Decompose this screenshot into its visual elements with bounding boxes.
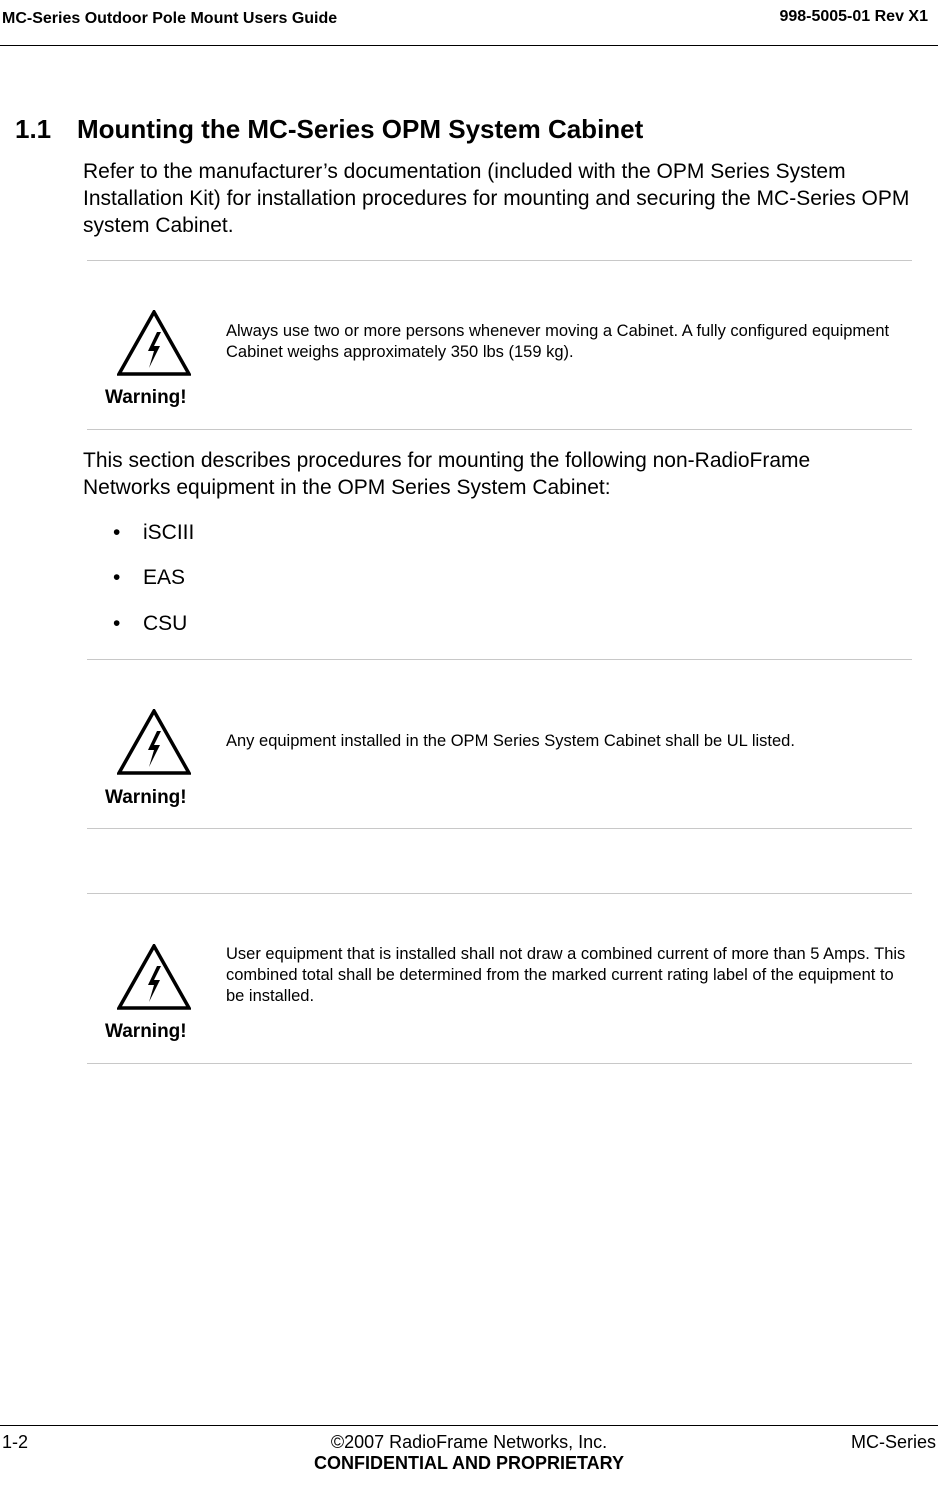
warning-3-bottom-rule <box>87 1063 912 1064</box>
warning-1-label: Warning! <box>105 387 187 408</box>
warning-1-bottom-rule <box>87 429 912 430</box>
warning-2-label: Warning! <box>105 787 187 808</box>
warning-2-bottom-rule <box>87 828 912 829</box>
warning-3-label: Warning! <box>105 1021 187 1042</box>
list-item <box>113 566 185 590</box>
section-title: Mounting the MC-Series OPM System Cabinet <box>77 114 644 144</box>
confidential-notice: CONFIDENTIAL AND PROPRIETARY <box>313 1453 624 1473</box>
electrical-hazard-icon <box>117 944 191 1010</box>
list-item-text: EAS <box>143 566 186 589</box>
copyright-notice: ©2007 RadioFrame Networks, Inc. <box>330 1432 608 1452</box>
header-divider <box>0 45 938 46</box>
warning-2-text: Any equipment installed in the OPM Series System Cabinet shall be UL listed. <box>226 732 795 750</box>
section-number: 1.1 <box>15 114 52 144</box>
bullet-marker: • <box>113 566 121 589</box>
document-title: MC-Series Outdoor Pole Mount Users Guide <box>2 10 338 27</box>
list-item <box>113 521 194 545</box>
electrical-hazard-icon <box>117 310 191 376</box>
warning-1-top-rule <box>87 260 912 261</box>
list-item-text: CSU <box>143 612 188 635</box>
product-series: MC-Series <box>850 1432 936 1452</box>
page-number: 1-2 <box>2 1432 29 1452</box>
list-intro-paragraph: This section describes procedures for mounting the following non-RadioFrame Networks equipment in the OPM Series System Cabinet: <box>83 449 811 499</box>
warning-2-top-rule <box>87 659 912 660</box>
electrical-hazard-icon <box>117 709 191 775</box>
bullet-marker: • <box>113 521 121 544</box>
list-item <box>113 612 187 636</box>
bullet-marker: • <box>113 612 121 635</box>
warning-3-text: User equipment that is installed shall not draw a combined current of more than 5 Amps. This combined total shall be determined from the marked current rating label of the equipment to be installed. <box>226 945 906 1005</box>
intro-paragraph: Refer to the manufacturer’s documentation (included with the OPM Series System Installation Kit) for installation procedures for mounting and securing the MC-Series OPM system Cabinet. <box>83 160 910 237</box>
footer-divider <box>0 1425 938 1426</box>
warning-3-top-rule <box>87 893 912 894</box>
list-item-text: iSCIII <box>143 521 195 544</box>
document-number: 998-5005-01 Rev X1 <box>779 8 928 25</box>
warning-1-text: Always use two or more persons whenever moving a Cabinet. A fully configured equipment Cabinet weighs approximately 350 lbs (159 kg). <box>226 322 890 361</box>
